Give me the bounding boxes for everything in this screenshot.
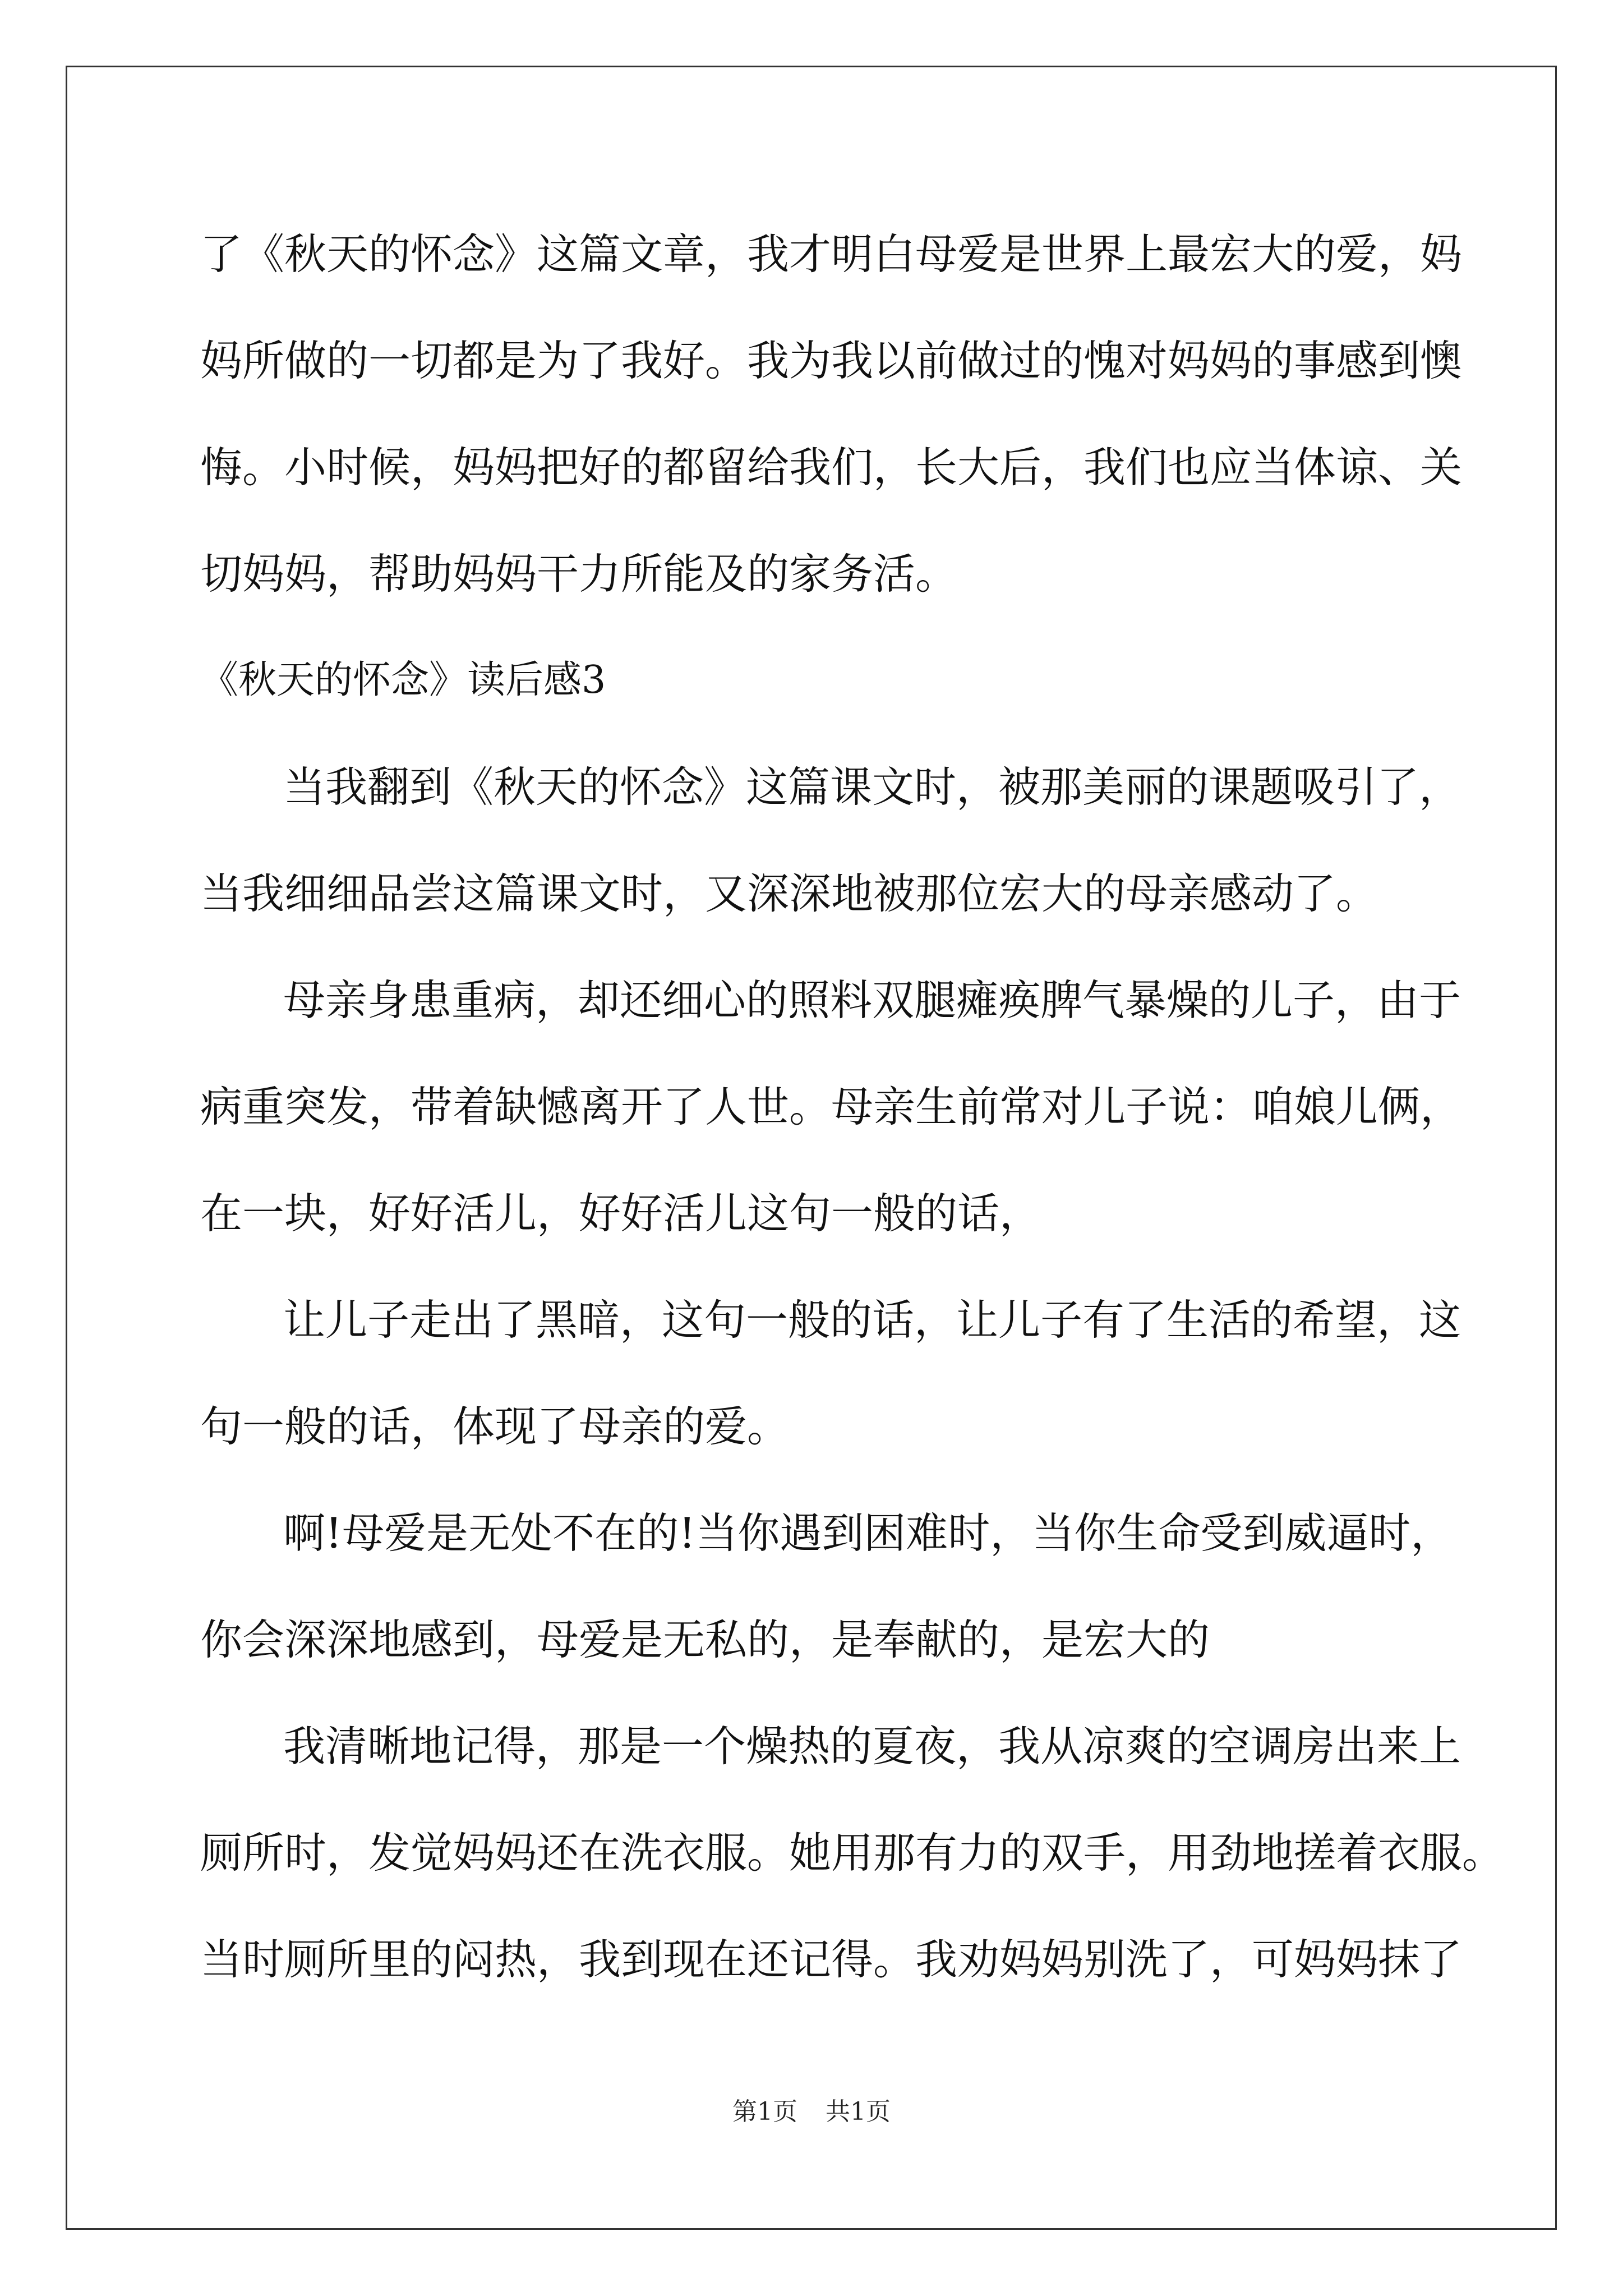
paragraph-first-line: 啊!母爱是无处不在的!当你遇到困难时，当你生命受到威逼时， [283,1508,1453,1558]
text-line: 妈所做的一切都是为了我好。我为我以前做过的愧对妈妈的事感到懊 [200,336,1463,385]
paragraph-first-line: 母亲身患重病，却还细心的照料双腿瘫痪脾气暴燥的儿子，由于 [283,976,1461,1025]
text-line: 病重突发，带着缺憾离开了人世。母亲生前常对儿子说：咱娘儿俩， [200,1082,1463,1131]
paragraph-first-line: 让儿子走出了黑暗，这句一般的话，让儿子有了生活的希望，这 [283,1295,1461,1345]
paragraph-first-line: 当我翻到《秋天的怀念》这篇课文时，被那美丽的课题吸引了， [283,762,1461,812]
text-line: 切妈妈，帮助妈妈干力所能及的家务活。 [200,549,958,599]
page-footer [0,2095,1623,2129]
page-total: 共1页 [826,2097,891,2126]
text-line: 在一块，好好活儿，好好活儿这句一般的话， [200,1189,1042,1238]
section-heading: 《秋天的怀念》读后感3 [200,658,606,702]
text-line: 当我细细品尝这篇课文时，又深深地被那位宏大的母亲感动了。 [200,869,1378,918]
text-line: 悔。小时候，妈妈把好的都留给我们，长大后，我们也应当体谅、关 [200,443,1463,492]
text-line: 你会深深地感到，母爱是无私的，是奉献的，是宏大的 [200,1615,1210,1664]
page-number: 第1页 [732,2097,797,2126]
text-line: 句一般的话，体现了母亲的爱。 [200,1402,790,1451]
text-line: 了《秋天的怀念》这篇文章，我才明白母爱是世界上最宏大的爱，妈 [200,229,1463,279]
paragraph-first-line: 我清晰地记得，那是一个燥热的夏夜，我从凉爽的空调房出来上 [283,1722,1461,1771]
text-line: 当时厕所里的闷热，我到现在还记得。我劝妈妈别洗了，可妈妈抹了 [200,1935,1463,1984]
document-body [200,201,1505,2013]
text-line: 厕所时，发觉妈妈还在洗衣服。她用那有力的双手，用劲地搓着衣服。 [200,1828,1505,1878]
